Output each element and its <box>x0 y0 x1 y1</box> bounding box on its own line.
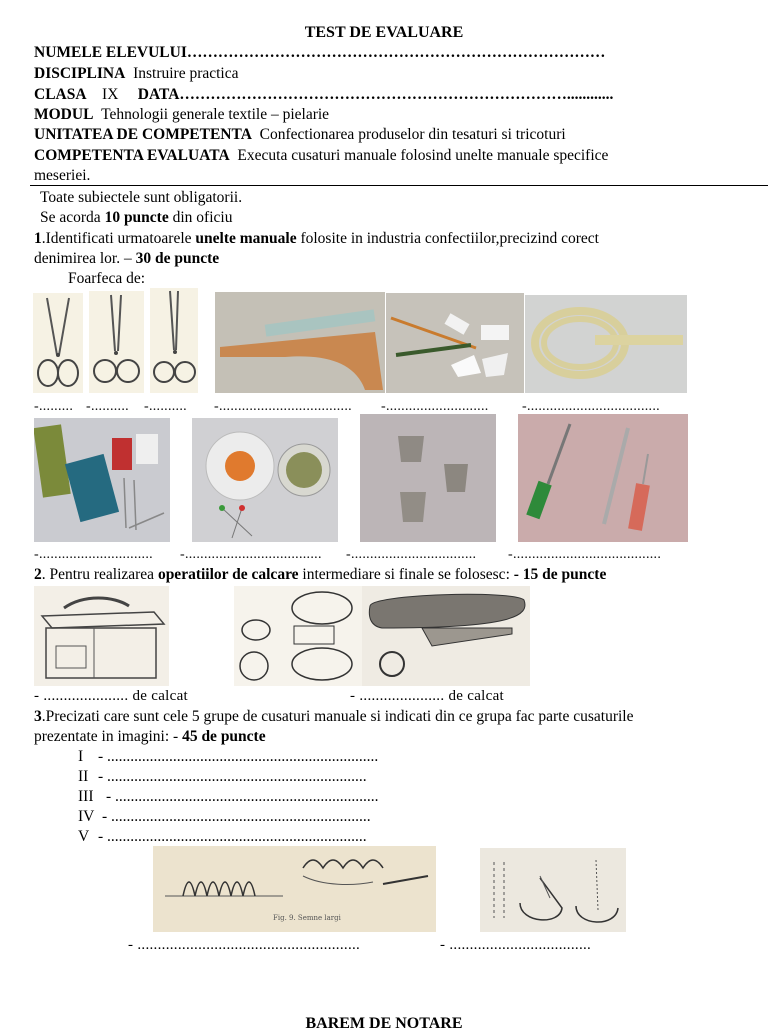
q3-points: 45 de puncte <box>182 728 266 745</box>
scissors-image-2 <box>89 291 144 393</box>
q1-line-1 <box>34 229 599 248</box>
q3-text-b: prezentate in imagini: - <box>34 728 183 745</box>
q1-answer-3: -.......... <box>144 399 187 414</box>
intro-line-2 <box>40 208 232 227</box>
disciplina-value: Instruire practica <box>133 65 239 82</box>
q1-answer-1: -......... <box>34 399 74 414</box>
group-row-1 <box>78 747 378 767</box>
sleeve-board-icon <box>362 586 530 686</box>
stitch-icon <box>480 848 626 932</box>
fig-caption: Fig. 9. Semne largi <box>273 914 341 922</box>
pins-icon <box>192 418 338 542</box>
thimbles-image <box>360 414 496 542</box>
clasa-value: IX <box>102 86 119 103</box>
q2-answer-2: - ..................... de calcat <box>350 688 505 704</box>
scissors-image-1 <box>33 293 83 393</box>
thimble-icon <box>360 414 496 542</box>
needles-icon <box>34 418 170 542</box>
q1-answer-5: -........................... <box>381 399 489 414</box>
q2-text-d: intermediare si finale se folosesc: <box>298 566 514 583</box>
group-dots-1: - ...................................................................... <box>98 748 379 765</box>
competenta-label: COMPETENTA EVALUATA <box>34 147 230 164</box>
unitatea-line <box>34 125 566 144</box>
q3-line-2 <box>34 727 266 746</box>
q3-number: 3 <box>34 708 42 725</box>
chalk-icon <box>386 293 524 393</box>
q1-points: 30 de puncte <box>135 250 220 267</box>
stitch-icon <box>153 846 436 932</box>
ruler-curve-image <box>215 292 385 393</box>
q1-text-a: .Identificati urmatoarele <box>41 230 196 247</box>
q1-number: 1 <box>34 230 42 247</box>
seam-ripper-icon <box>518 414 688 542</box>
group-roman-3: III <box>78 788 94 805</box>
modul-value: Tehnologii generale textile – pielarie <box>101 106 330 123</box>
competenta-line <box>34 146 608 165</box>
unitatea-label: UNITATEA DE COMPETENTA <box>34 126 252 143</box>
q1-text-b: unelte manuale <box>195 230 297 247</box>
q1-text-c: folosite in industria confectiilor,precizind corect <box>296 230 599 247</box>
scissors-icon <box>33 293 83 393</box>
group-row-3 <box>78 787 379 807</box>
group-roman-4: IV <box>78 808 95 825</box>
stitch-figure-2 <box>480 848 626 932</box>
clasa-label: CLASA <box>34 86 87 103</box>
q3-answer-1: - ....................................................... <box>128 937 361 953</box>
q1-answer-2: -.......... <box>86 399 129 414</box>
unitatea-value: Confectionarea produselor din tesaturi si tricoturi <box>259 126 566 143</box>
tape-measure-image <box>525 295 687 393</box>
stitch-figure-1 <box>153 846 436 932</box>
scissors-icon <box>89 291 144 393</box>
q2-line <box>34 565 606 584</box>
competenta-line-2 <box>34 166 90 185</box>
ironing-board-image <box>362 586 530 686</box>
q1-answer-7: -.............................. <box>34 547 153 562</box>
group-roman-2: II <box>78 768 89 785</box>
data-label: DATA <box>137 86 180 103</box>
q1-answer-6: -................................... <box>522 399 660 414</box>
elev-line <box>34 43 605 62</box>
seam-tools-image <box>518 414 688 542</box>
ironing-table-icon <box>34 586 169 686</box>
q1-answer-10: -....................................... <box>508 547 662 562</box>
group-row-2 <box>78 767 367 787</box>
tape-measure-icon <box>525 295 687 393</box>
disciplina-label: DISCIPLINA <box>34 65 126 82</box>
intro-text-c: din oficiu <box>168 209 233 226</box>
pins-image <box>192 418 338 542</box>
group-row-4 <box>78 807 371 827</box>
ironing-pads-image <box>234 586 362 686</box>
group-dots-5: - ................................................................... <box>98 828 367 845</box>
q3-text-a: .Precizati care sunt cele 5 grupe de cusaturi manuale si indicati din ce grupa fac parte cusaturile <box>41 708 634 725</box>
group-roman-1: I <box>78 748 84 765</box>
modul-line <box>34 105 329 124</box>
elev-label: NUMELE ELEVULUI <box>34 44 187 61</box>
ironing-table-image <box>34 586 169 686</box>
q1-answer-9: -................................. <box>346 547 477 562</box>
scissors-icon <box>150 288 198 393</box>
q1-answer-4: -................................... <box>214 399 352 414</box>
competenta-value: Executa cusaturi manuale folosind unelte manuale specifice <box>237 147 609 164</box>
group-dots-2: - ................................................................... <box>98 768 367 785</box>
intro-text-a: Se acorda <box>40 209 105 226</box>
q2-answer-1: - ..................... de calcat <box>34 688 189 704</box>
header-divider <box>30 185 768 186</box>
clasa-line <box>34 85 613 104</box>
q3-answer-2: - ................................... <box>440 937 592 953</box>
elev-dots: ……………………………………………………………………… <box>186 44 606 61</box>
needles-image <box>34 418 170 542</box>
group-roman-5: V <box>78 828 90 845</box>
group-row-5 <box>78 827 367 847</box>
competenta-value-2: meseriei. <box>34 167 91 184</box>
q2-text-b: . Pentru realizarea <box>41 566 158 583</box>
q1-line-2 <box>34 249 219 268</box>
q2-points: - 15 de puncte <box>513 566 607 583</box>
q2-text-c: operatiilor de calcare <box>157 566 299 583</box>
q1-sublabel: Foarfeca de: <box>68 270 146 287</box>
barem-heading: BAREM DE NOTARE <box>305 1015 463 1032</box>
q2-number: 2 <box>34 566 42 583</box>
scissors-image-3 <box>150 288 198 393</box>
q3-line-1 <box>34 707 634 726</box>
ironing-pad-icon <box>234 586 362 686</box>
group-dots-4: - ................................................................... <box>102 808 371 825</box>
q1-answer-8: -.................................... <box>180 547 322 562</box>
disciplina-line <box>34 64 239 83</box>
intro-line-1: Toate subiectele sunt obligatorii. <box>40 189 243 206</box>
chalk-pencil-image <box>386 293 524 393</box>
q1-text-d: denimirea lor. – <box>34 250 136 267</box>
test-title: TEST DE EVALUARE <box>304 24 464 41</box>
group-dots-3: - .................................................................... <box>106 788 379 805</box>
modul-label: MODUL <box>34 106 94 123</box>
data-dots: …………………………………………………………………............ <box>179 86 614 103</box>
ruler-icon <box>215 292 385 393</box>
intro-points: 10 puncte <box>104 209 169 226</box>
